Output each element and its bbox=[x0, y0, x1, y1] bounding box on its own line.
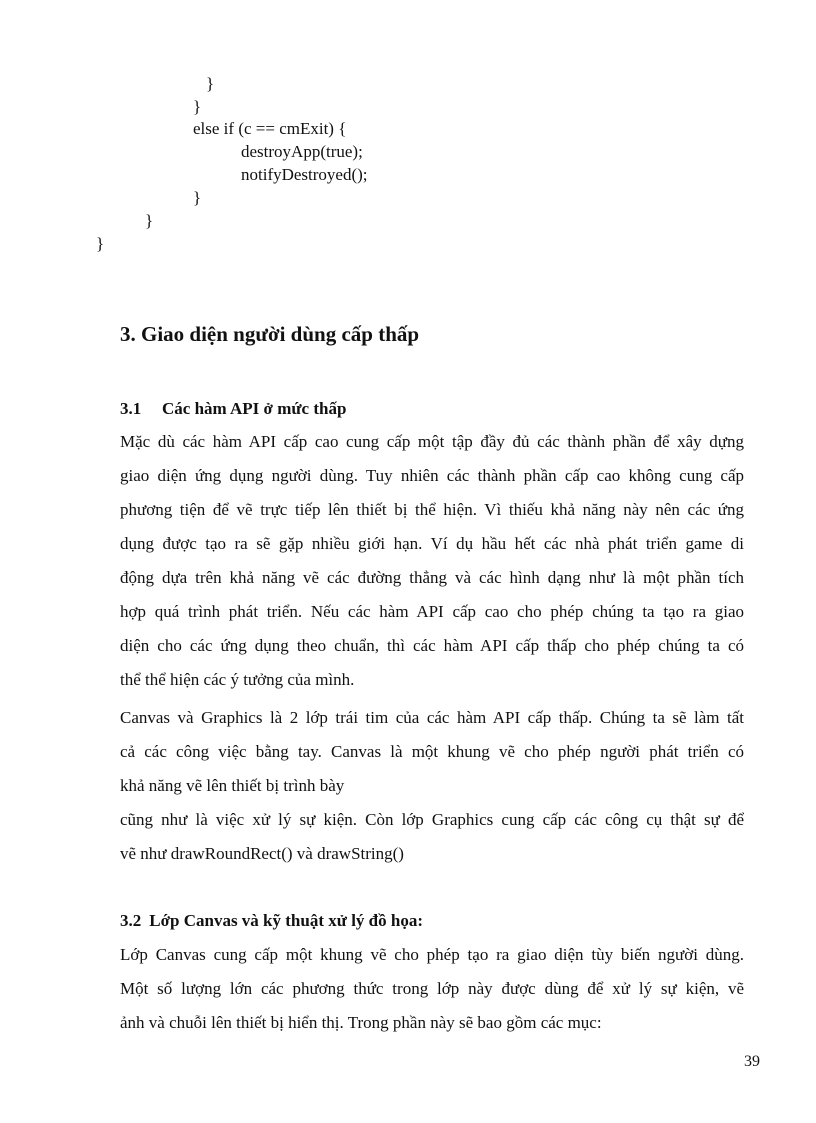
code-line: } bbox=[193, 97, 202, 116]
text-line: cũng như là việc xử lý sự kiện. Còn lớp Graphics cung cấp các công cụ thật sự để bbox=[120, 810, 744, 829]
page-number: 39 bbox=[744, 1053, 760, 1070]
section-3-1-number: 3.1 bbox=[120, 399, 142, 418]
text-line: hợp quá trình phát triển. Nếu các hàm API cấp cao cho phép chúng ta tạo ra giao bbox=[120, 602, 744, 621]
text-line: Một số lượng lớn các phương thức trong lớp này được dùng để xử lý sự kiện, vẽ bbox=[120, 979, 744, 998]
code-line: } bbox=[96, 234, 105, 253]
text-line: Mặc dù các hàm API cấp cao cung cấp một tập đầy đủ các thành phần để xây dựng bbox=[120, 432, 744, 451]
text-line: động dựa trên khả năng vẽ các đường thẳng và các hình dạng như là một phần tích bbox=[120, 568, 744, 587]
text-line: vẽ như drawRoundRect() và drawString() bbox=[120, 844, 404, 863]
section-3-1-paragraph-1 bbox=[120, 425, 744, 697]
text-line: giao diện ứng dụng người dùng. Tuy nhiên các thành phần cấp cao không cung cấp bbox=[120, 466, 744, 485]
section-3-heading bbox=[120, 322, 419, 347]
text-line: khả năng vẽ lên thiết bị trình bày bbox=[120, 776, 345, 795]
code-line: notifyDestroyed(); bbox=[241, 165, 368, 184]
text-line: phương tiện để vẽ trực tiếp lên thiết bị thể hiện. Vì thiếu khả năng này nên các ứng bbox=[120, 500, 744, 519]
text-line: Lớp Canvas cung cấp một khung vẽ cho phép tạo ra giao diện tùy biến người dùng. bbox=[120, 945, 744, 964]
text-line: diện cho các ứng dụng theo chuẩn, thì các hàm API cấp thấp cho phép chúng ta có bbox=[120, 636, 744, 655]
section-3-number: 3. bbox=[120, 322, 136, 346]
code-line: else if (c == cmExit) { bbox=[193, 119, 347, 138]
section-3-1-paragraph-2 bbox=[120, 701, 744, 803]
section-3-1-title: Các hàm API ở mức thấp bbox=[162, 399, 347, 418]
section-3-2-heading bbox=[120, 911, 423, 931]
section-3-1-heading bbox=[120, 399, 346, 419]
section-3-1-paragraph-3 bbox=[120, 803, 744, 871]
code-line: destroyApp(true); bbox=[241, 142, 363, 161]
section-3-2-title: Lớp Canvas và kỹ thuật xử lý đồ họa: bbox=[149, 911, 423, 930]
section-3-2-number: 3.2 bbox=[120, 911, 142, 930]
section-3-title: Giao diện người dùng cấp thấp bbox=[141, 322, 420, 346]
text-line: Canvas và Graphics là 2 lớp trái tim của các hàm API cấp thấp. Chúng ta sẽ làm tất bbox=[120, 708, 744, 727]
text-line: dụng được tạo ra sẽ gặp nhiều giới hạn. Ví dụ hầu hết các nhà phát triển game di bbox=[120, 534, 744, 553]
text-line: thể thể hiện các ý tưởng của mình. bbox=[120, 670, 355, 689]
text-line: ảnh và chuỗi lên thiết bị hiển thị. Trong phần này sẽ bao gồm các mục: bbox=[120, 1013, 602, 1032]
code-line: } bbox=[206, 74, 215, 93]
text-line: cả các công việc bằng tay. Canvas là một khung vẽ cho phép người phát triển có bbox=[120, 742, 744, 761]
code-line: } bbox=[145, 211, 154, 230]
code-line: } bbox=[193, 188, 202, 207]
section-3-2-paragraph-1 bbox=[120, 938, 744, 1040]
